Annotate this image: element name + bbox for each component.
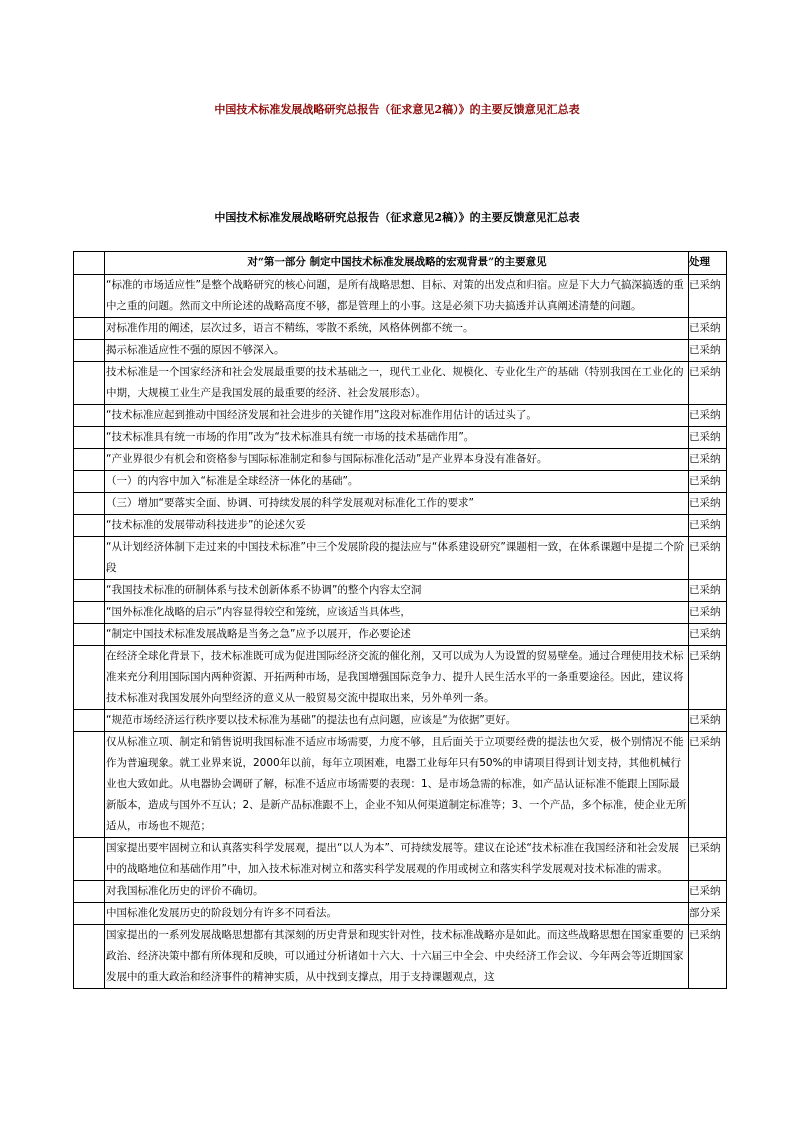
row-index-cell bbox=[74, 318, 105, 340]
table-row bbox=[74, 881, 727, 903]
table-row bbox=[74, 580, 727, 602]
row-status-cell: 已采纳 bbox=[689, 580, 727, 602]
table-row bbox=[74, 646, 727, 710]
row-status-cell: 已采纳 bbox=[689, 732, 727, 838]
row-index-cell bbox=[74, 624, 105, 646]
row-index-cell bbox=[74, 515, 105, 537]
row-index-cell bbox=[74, 537, 105, 580]
row-index-cell bbox=[74, 493, 105, 515]
row-status-cell: 已采纳 bbox=[689, 537, 727, 580]
feedback-table bbox=[73, 251, 727, 989]
row-status-cell: 已采纳 bbox=[689, 471, 727, 493]
row-status-cell: 已采纳 bbox=[689, 405, 727, 427]
row-opinion-cell: “技术标准的发展带动科技进步”的论述欠妥 bbox=[105, 515, 689, 537]
row-index-cell bbox=[74, 881, 105, 903]
row-index-cell bbox=[74, 449, 105, 471]
row-index-cell bbox=[74, 602, 105, 624]
row-status-cell: 部分采 bbox=[689, 903, 727, 925]
row-opinion-cell: 对标准作用的阐述，层次过多，语言不精练，零散不系统，风格体例都不统一。 bbox=[105, 318, 689, 340]
row-opinion-cell: （三）增加“要落实全面、协调、可持续发展的科学发展观对标准化工作的要求” bbox=[105, 493, 689, 515]
table-row bbox=[74, 624, 727, 646]
table-row bbox=[74, 537, 727, 580]
row-index-cell bbox=[74, 340, 105, 362]
table-row bbox=[74, 318, 727, 340]
row-opinion-cell: 国家提出要牢固树立和认真落实科学发展观，提出“以人为本”、可持续发展等。建议在论述“技术标准在我国经济和社会发展中的战略地位和基础作用”中，加入技术标准对树立和落实科学发展观的作用或树立和落实科学发展观对技术标准的需求。 bbox=[105, 838, 689, 881]
row-status-cell: 已采纳 bbox=[689, 427, 727, 449]
table-header-row bbox=[74, 252, 727, 275]
row-status-cell: 已采纳 bbox=[689, 275, 727, 318]
row-opinion-cell: 揭示标准适应性不强的原因不够深入。 bbox=[105, 340, 689, 362]
row-status-cell: 已采纳 bbox=[689, 318, 727, 340]
row-index-cell bbox=[74, 925, 105, 989]
table-row bbox=[74, 493, 727, 515]
table-row bbox=[74, 925, 727, 989]
table-row bbox=[74, 838, 727, 881]
row-index-cell bbox=[74, 580, 105, 602]
row-opinion-cell: “国外标准化战略的启示”内容显得较空和笼统，应该适当具体些， bbox=[105, 602, 689, 624]
row-opinion-cell: “产业界很少有机会和资格参与国际标准制定和参与国际标准化活动”是产业界本身没有准备好。 bbox=[105, 449, 689, 471]
row-opinion-cell: （一）的内容中加入“标准是全球经济一体化的基础”。 bbox=[105, 471, 689, 493]
table-row bbox=[74, 710, 727, 732]
row-status-cell: 已采纳 bbox=[689, 710, 727, 732]
row-status-cell: 已采纳 bbox=[689, 602, 727, 624]
row-index-cell bbox=[74, 710, 105, 732]
table-title: 中国技术标准发展战略研究总报告（征求意见2稿）》的主要反馈意见汇总表 bbox=[214, 211, 580, 224]
row-status-cell: 已采纳 bbox=[689, 646, 727, 710]
row-opinion-cell: “制定中国技术标准发展战略是当务之急”应予以展开，作必要论述 bbox=[105, 624, 689, 646]
row-opinion-cell: “技术标准具有统一市场的作用”改为“技术标准具有统一市场的技术基础作用”。 bbox=[105, 427, 689, 449]
table-row bbox=[74, 449, 727, 471]
row-opinion-cell: “从计划经济体制下走过来的中国技术标准”中三个发展阶段的提法应与“体系建设研究”课题相一致，在体系课题中是提二个阶段 bbox=[105, 537, 689, 580]
header-index-cell bbox=[74, 252, 105, 275]
row-status-cell: 已采纳 bbox=[689, 449, 727, 471]
row-status-cell: 已采纳 bbox=[689, 515, 727, 537]
row-status-cell: 已采纳 bbox=[689, 624, 727, 646]
row-opinion-cell: 在经济全球化背景下，技术标准既可成为促进国际经济交流的催化剂，又可以成为人为设置的贸易壁垒。通过合理使用技术标准来充分利用国际国内两种资源、开拓两种市场，是我国增强国际竞争力、提升人民生活水平的一条重要途径。因此，建议将技术标准对我国发展外向型经济的意义从一般贸易交流中提取出来，另外单列一条。 bbox=[105, 646, 689, 710]
row-opinion-cell: 仅从标准立项、制定和销售说明我国标准不适应市场需要，力度不够，且后面关于立项要经费的提法也欠妥，极个别情况不能作为普遍现象。就工业界来说，2000年以前，每年立项困难，电器工业每年只有50%的申请项目得到计划支持，其他机械行业也大致如此。从电器协会调研了解，标准不适应市场需要的表现：1、是市场急需的标准，如产品认证标准不能跟上国际最新版本，造成与国外不互认；2、是新产品标准跟不上，企业不知从何渠道制定标准等；3、一个产品，多个标准，使企业无所适从，市场也不规范； bbox=[105, 732, 689, 838]
row-status-cell: 已采纳 bbox=[689, 881, 727, 903]
table-row bbox=[74, 471, 727, 493]
row-status-cell: 已采纳 bbox=[689, 362, 727, 405]
row-index-cell bbox=[74, 646, 105, 710]
row-opinion-cell: “标准的市场适应性”是整个战略研究的核心问题，是所有战略思想、目标、对策的出发点和归宿。应是下大力气搞深搞透的重中之重的问题。然而文中所论述的战略高度不够，都是管理上的小事。这是必须下功夫搞透并认真阐述清楚的问题。 bbox=[105, 275, 689, 318]
row-opinion-cell: 中国标准化发展历史的阶段划分有许多不同看法。 bbox=[105, 903, 689, 925]
table-row bbox=[74, 903, 727, 925]
table-row bbox=[74, 732, 727, 838]
table-row bbox=[74, 405, 727, 427]
table-row bbox=[74, 515, 727, 537]
row-index-cell bbox=[74, 362, 105, 405]
table-row bbox=[74, 427, 727, 449]
row-index-cell bbox=[74, 405, 105, 427]
row-index-cell bbox=[74, 471, 105, 493]
row-index-cell bbox=[74, 838, 105, 881]
table-row bbox=[74, 275, 727, 318]
row-status-cell: 已采纳 bbox=[689, 838, 727, 881]
table-row bbox=[74, 602, 727, 624]
row-opinion-cell: 国家提出的一系列发展战略思想都有其深刻的历史背景和现实针对性，技术标准战略亦是如此。而这些战略思想在国家重要的政治、经济决策中都有所体现和反映，可以通过分析诸如十六大、十六届三中全会、中央经济工作会议、今年两会等近期国家发展中的重大政治和经济事件的精神实质，从中找到支撑点，用于支持课题观点，这 bbox=[105, 925, 689, 989]
row-status-cell: 已采纳 bbox=[689, 340, 727, 362]
row-status-cell: 已采纳 bbox=[689, 925, 727, 989]
row-index-cell bbox=[74, 903, 105, 925]
table-row bbox=[74, 340, 727, 362]
header-section-cell: 对“第一部分 制定中国技术标准发展战略的宏观背景”的主要意见 bbox=[105, 252, 689, 275]
row-opinion-cell: “规范市场经济运行秩序要以技术标准为基础”的提法也有点问题，应该是“为依据”更好。 bbox=[105, 710, 689, 732]
row-status-cell: 已采纳 bbox=[689, 493, 727, 515]
row-opinion-cell: “技术标准应起到推动中国经济发展和社会进步的关键作用”这段对标准作用估计的话过头了。 bbox=[105, 405, 689, 427]
row-index-cell bbox=[74, 275, 105, 318]
row-opinion-cell: 技术标准是一个国家经济和社会发展最重要的技术基础之一，现代工业化、规模化、专业化生产的基础（特别我国在工业化的中期，大规模工业生产是我国发展的最重要的经济、社会发展形态）。 bbox=[105, 362, 689, 405]
row-opinion-cell: 对我国标准化历史的评价不确切。 bbox=[105, 881, 689, 903]
page-title: 中国技术标准发展战略研究总报告（征求意见2稿）》的主要反馈意见汇总表 bbox=[214, 103, 580, 116]
table-row bbox=[74, 362, 727, 405]
row-index-cell bbox=[74, 732, 105, 838]
header-status-cell: 处理 bbox=[689, 252, 727, 275]
row-index-cell bbox=[74, 427, 105, 449]
row-opinion-cell: “我国技术标准的研制体系与技术创新体系不协调”的整个内容太空洞 bbox=[105, 580, 689, 602]
